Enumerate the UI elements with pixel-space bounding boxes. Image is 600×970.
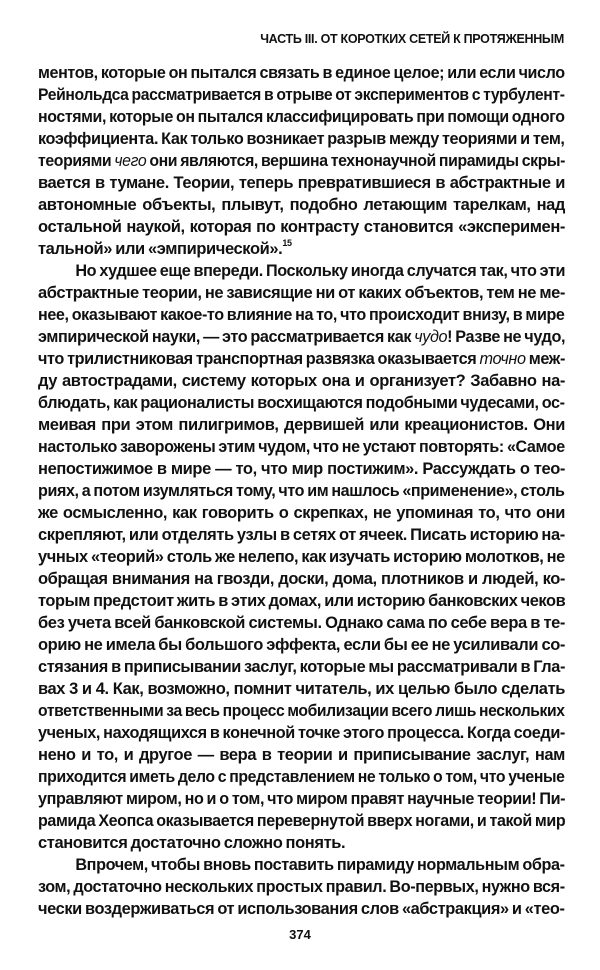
text-line (38, 260, 566, 282)
line-text: нее, оказывают какое-то влияние на то, что происходит внизу, в мире (38, 306, 565, 324)
line-text: ментов, которые он пытался связать в единое целое; или если число (38, 64, 565, 82)
text-line (38, 788, 566, 810)
line-text: обращая внимания на гвозди, доски, дома, плотников и людей, ко- (38, 570, 565, 588)
line-text: блюдать, как рационалисты восхищаются подобными чудесами, ос- (38, 394, 565, 412)
text-line (38, 480, 565, 502)
line-text: ! Разве не чудо, (447, 328, 566, 346)
line-text: коэффициента. Как только возникает разрыв между теориями и тем, (38, 130, 565, 148)
text-line (38, 854, 565, 876)
text-line (38, 238, 565, 260)
text-line (38, 634, 565, 656)
line-text: без учета всей банковской системы. Однако сама по себе вера в те- (38, 614, 565, 632)
line-text: теориями (38, 152, 115, 170)
line-text: нено и то, и другое — вера в теории и приписывание заслуг, нам (38, 746, 565, 764)
line-text: вах 3 и 4. Как, возможно, помнит читатель, их целью было сделать (38, 680, 565, 698)
text-line (38, 590, 566, 612)
text-line (38, 194, 565, 216)
text-line (38, 62, 565, 84)
line-text: приходится иметь дело с представлением не только о том, что ученые (38, 768, 565, 786)
footnote-ref: 15 (282, 238, 292, 248)
running-header: ЧАСТЬ III. ОТ КОРОТКИХ СЕТЕЙ К ПРОТЯЖЕННЫМ (260, 32, 564, 46)
text-line (38, 524, 564, 546)
text-line (38, 810, 566, 832)
emphasis: чудо (414, 328, 448, 346)
line-text: ответственными за весь процесс мобилизации всего лишь нескольких (38, 702, 565, 720)
line-text: меивая при этом пилигримов, дервишей или креационистов. Они (38, 416, 565, 434)
text-line (38, 502, 565, 524)
emphasis: точно (479, 350, 526, 368)
line-text: абстрактные теории, не зависящие ни от каких объектов, тем не ме- (38, 284, 565, 302)
line-text: автономные объекты, плывут, подобно летающим тарелкам, над (38, 196, 565, 214)
text-line (38, 304, 565, 326)
line-text: Но худшее еще впереди. Поскольку иногда случатся так, что эти (75, 262, 566, 280)
text-line (38, 656, 566, 678)
line-text: чески воздерживаться от использования слов «абстракция» и «тео- (38, 900, 565, 918)
text-line (38, 216, 565, 238)
text-line (38, 128, 565, 150)
text-line (38, 568, 565, 590)
line-text: стязания в приписывании заслуг, которые мы рассматривали в Гла- (38, 658, 566, 676)
text-line (38, 832, 565, 854)
line-text: становится достаточно сложно понять. (38, 834, 346, 852)
text-line (38, 150, 566, 172)
text-line (38, 546, 563, 568)
text-line (38, 414, 565, 436)
text-line (38, 326, 566, 348)
text-line (38, 436, 565, 458)
line-text: остальной наукой, которая по контрасту становится «эксперимен- (38, 218, 565, 236)
text-line (38, 612, 565, 634)
line-text: торым предстоит жить в этих домах, или историю банковских чеков (38, 592, 566, 610)
page-number: 374 (289, 927, 311, 942)
line-text: непостижимое в мире — то, что мир постижим». Рассуждать о тео- (38, 460, 565, 478)
text-line (38, 392, 565, 414)
line-text: меж- (525, 350, 565, 368)
line-text: риях, а потом изумляться тому, что им нашлось «применение», столь (38, 482, 565, 500)
text-line (38, 458, 565, 480)
body-text (38, 62, 565, 920)
line-text: вается в тумане. Теории, теперь превратившиеся в абстрактные и (38, 174, 565, 192)
text-line (38, 106, 565, 128)
line-text: тальной» или «эмпирической». (38, 240, 283, 258)
line-text: управляют миром, но и о том, что миром правят научные теории! Пи- (38, 790, 566, 808)
text-line (38, 370, 565, 392)
line-text: зом, достаточно нескольких простых правил. Во-первых, нужно вся- (38, 878, 565, 896)
emphasis: чего (114, 152, 147, 170)
line-text: Рейнольдса рассматривается в отрыве от экспериментов с турбулент- (38, 86, 565, 104)
text-line (38, 744, 565, 766)
text-line (38, 678, 565, 700)
line-text: же осмысленно, как говорить о скрепках, не упоминая то, что они (38, 504, 565, 522)
line-text: рамида Хеопса оказывается перевернутой вверх ногами, и такой мир (38, 812, 566, 830)
text-line (38, 766, 565, 788)
line-text: ученых, находящихся в конечной точке этого процесса. Когда соеди- (38, 724, 565, 742)
text-line (38, 84, 565, 106)
line-text: ду автострадами, систему которых она и организует? Забавно на- (38, 372, 565, 390)
line-text: орию не имела бы большого эффекта, если бы ее не усиливали со- (38, 636, 565, 654)
line-text: эмпирической науки, — это рассматривается как (38, 328, 415, 346)
line-text: они являются, вершина технонаучной пирамиды скры- (146, 152, 566, 170)
text-line (38, 172, 565, 194)
line-text: что трилистниковая транспортная развязка оказывается (38, 350, 480, 368)
text-line (38, 282, 565, 304)
line-text: скрепляют, или отделять узлы в сетях от ячеек. Писать историю на- (38, 526, 565, 544)
line-text: настолько заворожены этим чудом, что не устают повторять: «Самое (38, 438, 565, 456)
line-text: ностями, которые он пытался классифицировать при помощи одного (38, 108, 565, 126)
text-line (38, 348, 565, 370)
line-text: Впрочем, чтобы вновь поставить пирамиду нормальным обра- (75, 856, 565, 874)
line-text: учных «теорий» столь же нелепо, как изучать историю молотков, не (38, 548, 565, 566)
text-line (38, 898, 565, 920)
text-line (38, 700, 565, 722)
text-line (38, 876, 565, 898)
text-line (38, 722, 565, 744)
